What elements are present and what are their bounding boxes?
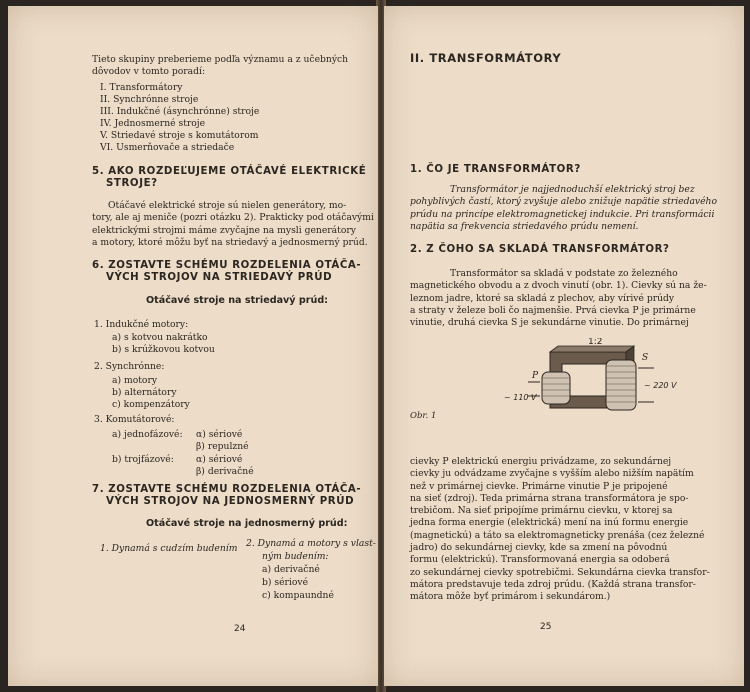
body-line: jadro) do sekundárnej cievky, kde sa zmení na pôvodnú <box>410 542 668 554</box>
left-page <box>8 6 378 686</box>
dc-col-1: 1. Dynamá s cudzím budením <box>100 543 238 554</box>
question-2-heading: 2. Z ČOHO SA SKLADÁ TRANSFORMÁTOR? <box>410 244 670 255</box>
list-item: III. Indukčné (ásynchrónne) stroje <box>100 106 260 117</box>
body-line: na sieť (zdroj). Teda primárna strana transformátora je spo- <box>410 492 689 504</box>
list-item: II. Synchrónne stroje <box>100 94 199 105</box>
ac-list-3a-alpha: α) sériové <box>196 429 243 440</box>
dc-col-2-item-c: c) kompaundné <box>262 590 334 601</box>
ratio-label: 1:2 <box>588 338 603 347</box>
ac-list-3a: a) jednofázové: <box>112 429 183 440</box>
figure-caption: Obr. 1 <box>410 411 437 421</box>
ac-list-1: 1. Indukčné motory: <box>94 319 189 330</box>
intro-line: dôvodov v tomto poradí: <box>92 66 206 78</box>
body-line: Transformátor je najjednoduchší elektrický stroj bez <box>450 184 695 195</box>
ac-list-3a-beta: β) repulzné <box>196 441 249 452</box>
ac-list-1b: b) s krúžkovou kotvou <box>112 344 215 355</box>
body-line: cievky P elektrickú energiu privádzame, zo sekundárnej <box>410 456 672 467</box>
list-item: V. Striedavé stroje s komutátorom <box>100 130 259 141</box>
body-line: a straty v železe boli čo najmenšie. Prvá cievka P je primárne <box>410 304 696 316</box>
body-line: vinutie, druhá cievka S je sekundárne vinutie. Do primárnej <box>410 317 689 329</box>
page-number-right: 25 <box>540 622 552 632</box>
ac-list-2: 2. Synchrónne: <box>94 361 165 372</box>
body-line: (magnetickú) a táto sa elektromagneticky prenáša (cez železné <box>410 529 705 541</box>
page-number-left: 24 <box>234 624 246 634</box>
body-line: formu (elektrickú). Transformovaná energia sa odoberá <box>410 554 670 566</box>
body-line: pohyblivých častí, ktorý zvyšuje alebo znižuje napätie striedavého <box>410 196 718 208</box>
dc-col-2-line2: ným budením: <box>262 551 329 562</box>
body-line: mátora môže byť primárom i sekundárom.) <box>410 591 611 603</box>
list-item: I. Transformátory <box>100 82 183 93</box>
body-line: magnetického obvodu a z dvoch vinutí (obr. 1). Cievky sú na že- <box>410 280 707 292</box>
ac-list-2b: b) alternátory <box>112 387 177 398</box>
secondary-coil <box>606 360 636 410</box>
dc-col-2-item-a: a) derivačné <box>262 564 320 575</box>
body-line: tory, ale aj meniče (pozri otázku 2). Prakticky pod otáčavými <box>92 212 374 224</box>
right-page <box>384 6 744 686</box>
question-7-heading <box>92 484 361 508</box>
question-1-body <box>410 184 732 233</box>
list-item: VI. Usmerňovače a striedače <box>100 142 235 153</box>
question-5-heading <box>92 166 366 190</box>
question-7-subtitle: Otáčavé stroje na jednosmerný prúd: <box>146 518 348 529</box>
body-line: prúdu na princípe elektromagnetickej indukcie. Pri transformácii <box>410 208 715 220</box>
intro-text <box>92 54 348 79</box>
body-line: trebičom. Na sieť pripojíme primárnu cievku, v ktorej sa <box>410 505 673 517</box>
ac-list-3b-beta: β) derivačné <box>196 466 254 477</box>
body-line: mátora predstavuje teda zdroj prúdu. (Každá strana transfor- <box>410 578 696 590</box>
body-line: než v primárnej cievke. Primárne vinutie P je pripojené <box>410 480 668 492</box>
transformer-figure <box>504 338 684 428</box>
dc-col-2-line1: 2. Dynamá a motory s vlast- <box>246 538 376 549</box>
secondary-label: S <box>642 353 649 363</box>
body-line: Transformátor sa skladá v podstate zo železného <box>450 268 678 279</box>
body-line: a motory, ktoré môžu byť na striedavý a jednosmerný prúd. <box>92 236 368 248</box>
body-line: cievky ju odvádzame zvyčajne s vyšším alebo nižším napätím <box>410 468 694 480</box>
ac-list-3b-alpha: α) sériové <box>196 454 243 465</box>
question-2-body <box>410 268 732 329</box>
body-line: napätia sa frekvencia striedavého prúdu nemení. <box>410 220 639 232</box>
question-2-body-continued <box>410 456 732 604</box>
heading-line: 6. ZOSTAVTE SCHÉMU ROZDELENIA OTÁČA- <box>92 260 362 271</box>
question-1-heading: 1. ČO JE TRANSFORMÁTOR? <box>410 164 581 175</box>
heading-line: VÝCH STROJOV NA STRIEDAVÝ PRÚD <box>106 272 333 283</box>
secondary-voltage-label: ~ 220 V <box>644 381 677 390</box>
primary-voltage-label: ~ 110 V <box>504 393 537 402</box>
heading-line: 5. AKO ROZDEĽUJEME OTÁČAVÉ ELEKTRICKÉ <box>92 166 367 177</box>
ac-list-1a: a) s kotvou nakrátko <box>112 332 208 343</box>
list-item: IV. Jednosmerné stroje <box>100 118 206 129</box>
dc-col-2-item-b: b) sériové <box>262 577 309 588</box>
chapter-title: II. TRANSFORMÁTORY <box>410 51 562 65</box>
heading-line: VÝCH STROJOV NA JEDNOSMERNÝ PRÚD <box>106 496 355 507</box>
ac-list-3b: b) trojfázové: <box>112 454 174 465</box>
primary-coil <box>542 372 570 404</box>
question-6-subtitle: Otáčavé stroje na striedavý prúd: <box>146 295 329 306</box>
body-line: zo sekundárnej cievky spotrebičmi. Sekundárna cievka transfor- <box>410 566 710 578</box>
primary-label: P <box>532 371 539 381</box>
heading-line: 7. ZOSTAVTE SCHÉMU ROZDELENIA OTÁČA- <box>92 484 362 495</box>
ac-list-2a: a) motory <box>112 375 158 386</box>
body-line: elektrickými strojmi máme zvyčajne na mysli generátory <box>92 224 356 236</box>
question-5-body <box>92 200 378 249</box>
ac-list-3: 3. Komutátorové: <box>94 414 175 425</box>
body-line: jedna forma energie (elektrická) mení na inú formu energie <box>410 517 689 529</box>
ac-list-2c: c) kompenzátory <box>112 399 190 410</box>
question-6-heading <box>92 260 361 284</box>
machine-groups-list <box>100 82 259 154</box>
body-line: Otáčavé elektrické stroje sú nielen generátory, mo- <box>108 200 347 211</box>
body-line: leznom jadre, ktoré sa skladá z plechov, aby vírivé prúdy <box>410 292 675 304</box>
intro-line: Tieto skupiny preberieme podľa významu a z učebných <box>92 54 349 65</box>
heading-line: STROJE? <box>106 178 158 189</box>
